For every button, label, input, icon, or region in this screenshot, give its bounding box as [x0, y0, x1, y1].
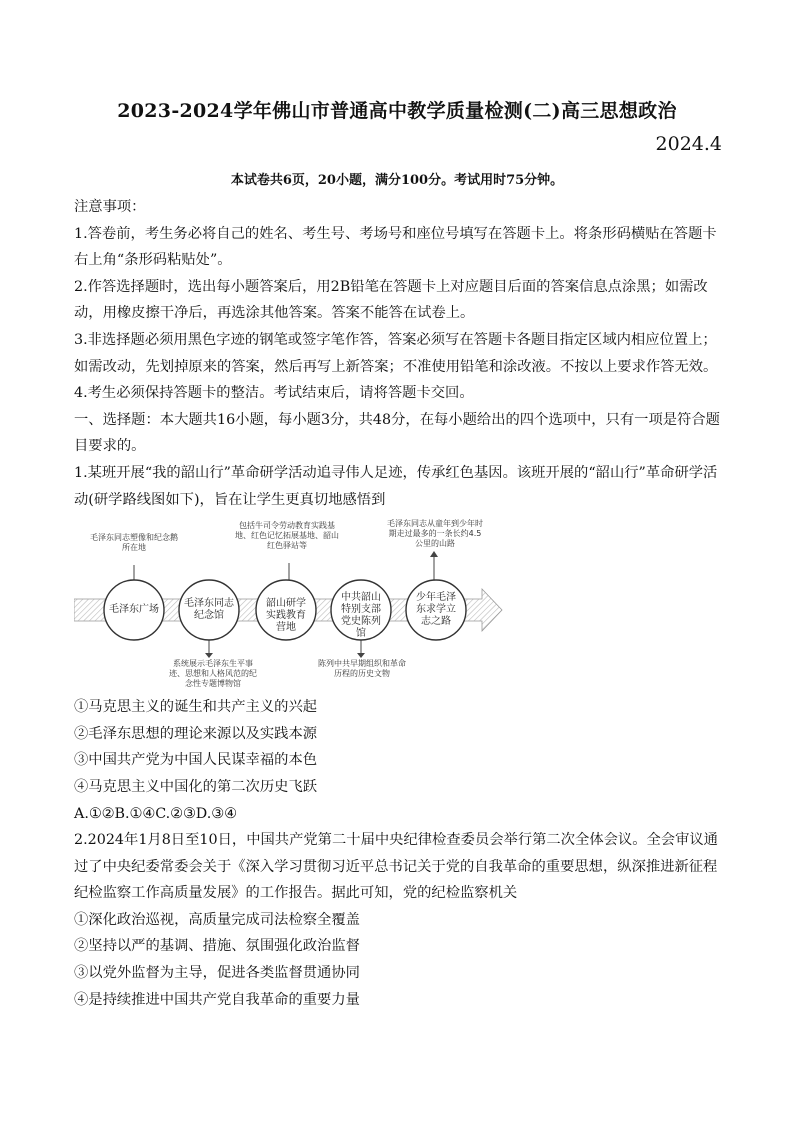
exam-title: 2023-2024学年佛山市普通高中教学质量检测(二)高三思想政治 — [117, 100, 677, 122]
question-2-option: ②坚持以严的基调、措施、氛围强化政治监督 — [74, 938, 360, 955]
route-caption: 陈列中共早期组织和革命历程的历史文物 — [318, 659, 406, 679]
instruction-item: 4.考生必须保持答题卡的整洁。考试结束后，请将答题卡交回。 — [74, 385, 474, 402]
instruction-item: 2.作答选择题时，选出每小题答案后，用2B铅笔在答题卡上对应题目后面的答案信息点涂黑；如需改动，用橡皮擦干净后，再选涂其他答案。答案不能答在试卷上。 — [74, 278, 708, 322]
instruction-item: 3.非选择题必须用黑色字迹的钢笔或签字笔作答，答案必须写在答题卡各题目指定区域内相应位置上；如需改动，先划掉原来的答案，然后再写上新答案；不准使用铅笔和涂改液。不按以上要求作答无效。 — [74, 331, 718, 375]
question-2-option: ④是持续推进中国共产党自我革命的重要力量 — [74, 991, 360, 1008]
exam-note: 本试卷共6页，20小题，满分100分。考试用时75分钟。 — [230, 173, 564, 188]
route-caption: 毛泽东同志塑像和纪念鹅所在地 — [90, 533, 178, 553]
route-caption: 包括牛司令劳动教育实践基地、红色记忆拓展基地、韶山红色驿站等 — [235, 521, 339, 551]
section-heading: 一、选择题：本大题共16小题，每小题3分，共48分，在每小题给出的四个选项中，只有一项是符合题目要求的。 — [74, 411, 720, 455]
connector-arrowhead — [430, 551, 438, 557]
question-1-option: ③中国共产党为中国人民谋幸福的本色 — [74, 752, 318, 769]
exam-date: 2024.4 — [655, 133, 722, 155]
connector-arrowhead — [205, 653, 213, 658]
route-node-label: 少年毛泽东求学立志之路 — [416, 592, 456, 628]
route-node-label: 毛泽东同志纪念馆 — [184, 598, 234, 622]
question-2-option: ①深化政治巡视，高质量完成司法检察全覆盖 — [74, 911, 360, 928]
question-1-choices: A.①②B.①④C.②③D.③④ — [74, 805, 237, 822]
route-node-label: 韶山研学实践教育营地 — [266, 598, 306, 634]
question-1-stem: 1.某班开展“我的韶山行”革命研学活动追寻伟人足迹，传承红色基因。该班开展的“韶山行”革命研学活动(研学路线图如下)，旨在让学生更真切地感悟到 — [74, 464, 718, 508]
question-2-option: ③以党外监督为主导，促进各类监督贯通协同 — [74, 965, 360, 982]
route-diagram — [74, 517, 504, 692]
route-caption: 系统展示毛泽东生平事迹、思想和人格风范的纪念性专题博物馆 — [169, 659, 257, 689]
question-1-option: ④马克思主义中国化的第二次历史飞跃 — [74, 778, 318, 795]
route-caption: 毛泽东同志从童年到少年时期走过最多的一条长约4.5公里的山路 — [387, 519, 483, 549]
connector-arrowhead — [357, 653, 365, 658]
question-1-option: ②毛泽东思想的理论来源以及实践本源 — [74, 725, 318, 742]
question-1-option: ①马克思主义的诞生和共产主义的兴起 — [74, 699, 318, 716]
question-2-stem: 2.2024年1月8日至10日，中国共产党第二十届中央纪律检查委员会举行第二次全体会议。全会审议通过了中央纪委常委会关于《深入学习贯彻习近平总书记关于党的自我革命的重要思想，纵深推进新征程纪检监察工作高质量发展》的工作报告。据此可知，党的纪检监察机关 — [74, 832, 718, 902]
instructions-heading: 注意事项： — [74, 199, 146, 215]
route-node-label: 毛泽东广场 — [109, 604, 159, 616]
exam-body — [74, 194, 724, 1013]
route-node-label: 中共韶山特别支部党史陈列馆 — [341, 592, 381, 640]
instruction-item: 1.答卷前，考生务必将自己的姓名、考生号、考场号和座位号填写在答题卡上。将条形码横贴在答题卡右上角“条形码粘贴处”。 — [74, 225, 717, 269]
